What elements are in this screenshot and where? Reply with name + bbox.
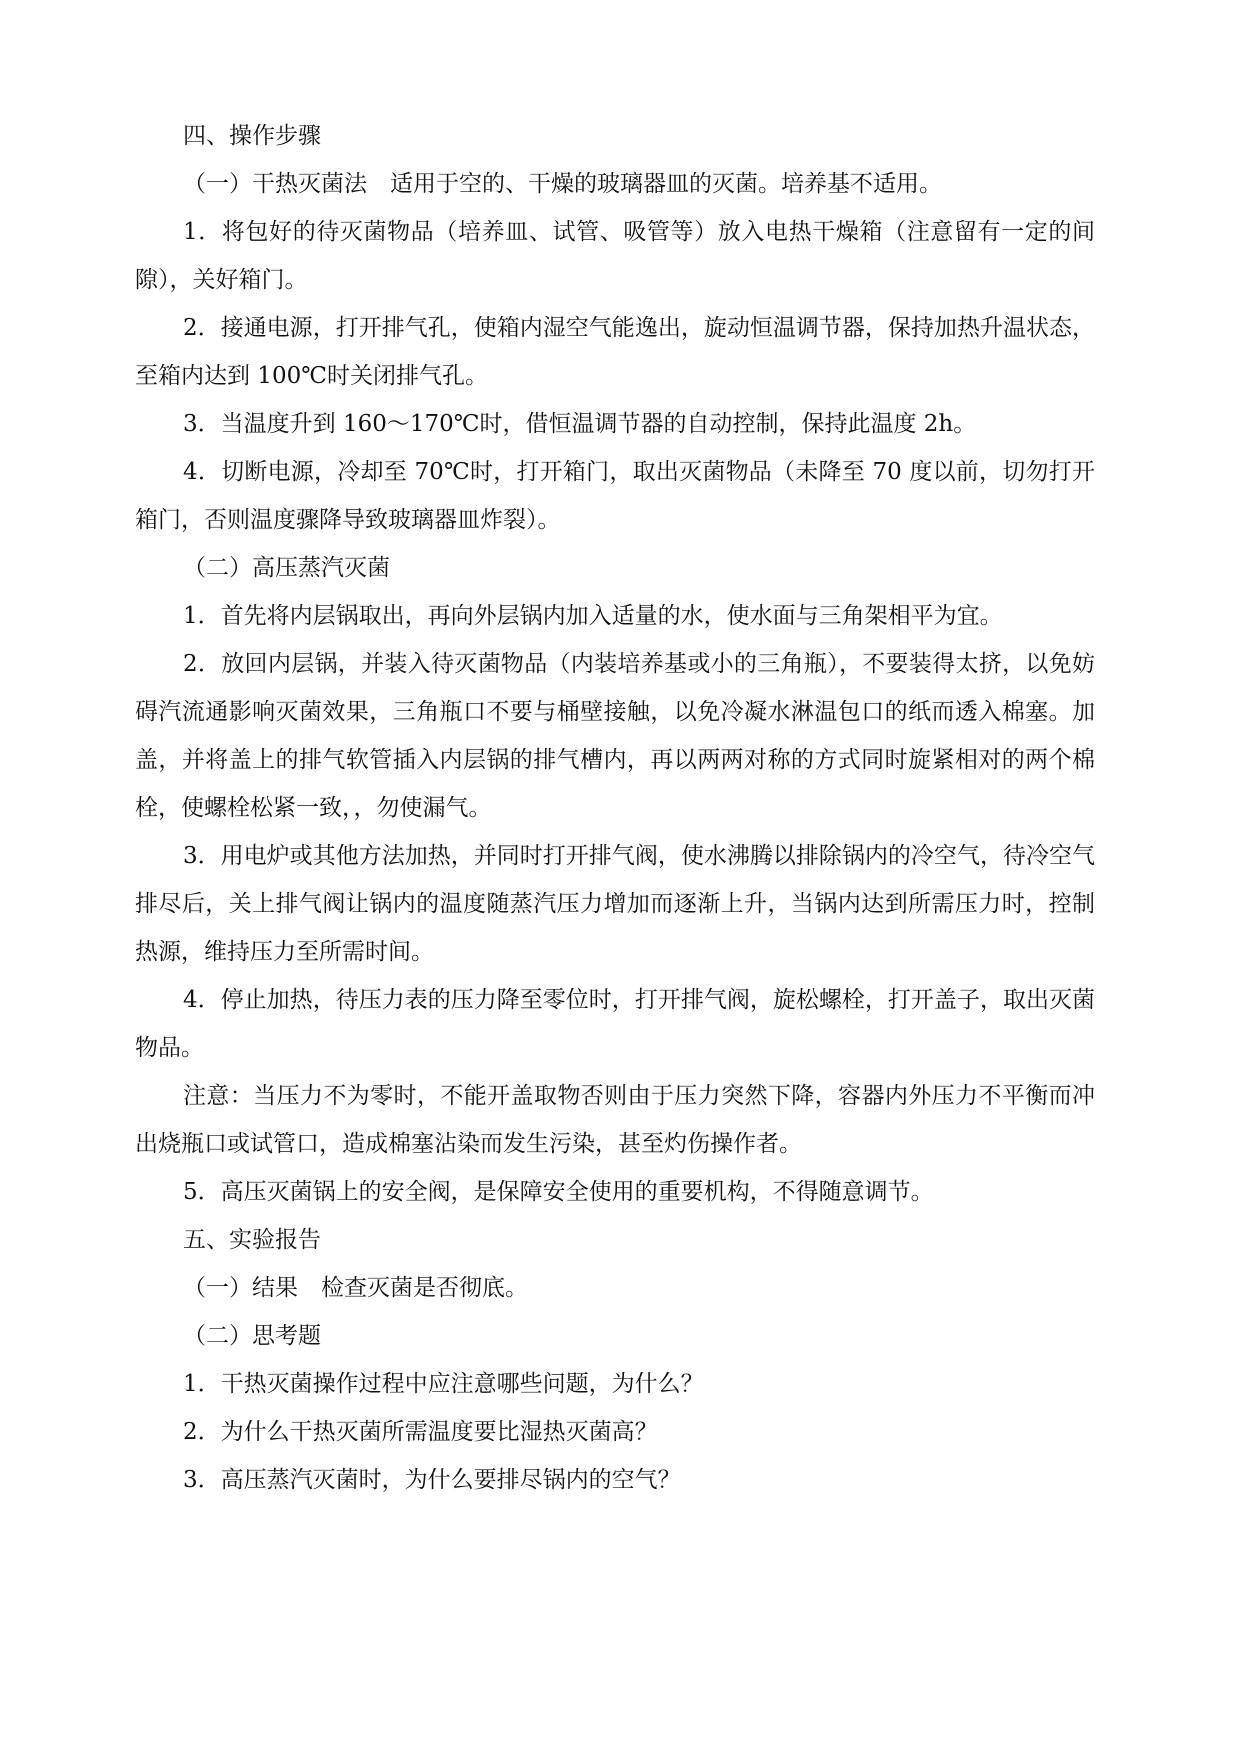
autoclave-step-2: 2．放回内层锅，并装入待灭菌物品（内装培养基或小的三角瓶），不要装得太挤，以免妨碍汽流通影响灭菌效果，三角瓶口不要与桶壁接触，以免冷凝水淋温包口的纸而透入棉塞。加盖，并将盖上的排气软管插入内层锅的排气槽内，再以两两对称的方式同时旋紧相对的两个棉栓，使螺栓松紧一致，，勿使漏气。	[135, 651, 1095, 821]
dry-heat-step-3: 3．当温度升到 160～170℃时，借恒温调节器的自动控制，保持此温度 2h。	[183, 411, 977, 437]
autoclave-note: 注意：当压力不为零时，不能开盖取物否则由于压力突然下降，容器内外压力不平衡而冲出烧瓶口或试管口，造成棉塞沾染而发生污染，甚至灼伤操作者。	[135, 1083, 1095, 1157]
autoclave-step-5: 5．高压灭菌锅上的安全阀，是保障安全使用的重要机构，不得随意调节。	[183, 1179, 934, 1205]
question-2: 2．为什么干热灭菌所需温度要比湿热灭菌高？	[183, 1419, 658, 1445]
subsection-autoclave: （二）高压蒸汽灭菌	[183, 555, 390, 581]
section-heading-procedure: 四、操作步骤	[183, 123, 321, 149]
question-3: 3．高压蒸汽灭菌时，为什么要排尽锅内的空气？	[183, 1467, 681, 1493]
dry-heat-step-4: 4．切断电源，冷却至 70℃时，打开箱门，取出灭菌物品（未降至 70 度以前，切勿打开箱门，否则温度骤降导致玻璃器皿炸裂）。	[135, 459, 1095, 533]
document-page	[135, 112, 1095, 1504]
report-results: （一）结果 检查灭菌是否彻底。	[183, 1275, 528, 1301]
autoclave-step-1: 1．首先将内层锅取出，再向外层锅内加入适量的水，使水面与三角架相平为宜。	[183, 603, 1003, 629]
autoclave-step-4: 4．停止加热，待压力表的压力降至零位时，打开排气阀，旋松螺栓，打开盖子，取出灭菌物品。	[135, 987, 1095, 1061]
question-1: 1．干热灭菌操作过程中应注意哪些问题，为什么？	[183, 1371, 704, 1397]
dry-heat-step-1: 1．将包好的待灭菌物品（培养皿、试管、吸管等）放入电热干燥箱（注意留有一定的间隙），关好箱门。	[135, 219, 1095, 293]
autoclave-step-3: 3．用电炉或其他方法加热，并同时打开排气阀，使水沸腾以排除锅内的冷空气，待冷空气排尽后，关上排气阀让锅内的温度随蒸汽压力增加而逐渐上升，当锅内达到所需压力时，控制热源，维持压力至所需时间。	[135, 843, 1095, 965]
subsection-dry-heat: （一）干热灭菌法 适用于空的、干燥的玻璃器皿的灭菌。培养基不适用。	[183, 171, 942, 197]
dry-heat-step-2: 2．接通电源，打开排气孔，使箱内湿空气能逸出，旋动恒温调节器，保持加热升温状态，至箱内达到 100℃时关闭排气孔。	[135, 315, 1095, 389]
section-heading-report: 五、实验报告	[183, 1227, 321, 1253]
report-questions-heading: （二）思考题	[183, 1323, 321, 1349]
